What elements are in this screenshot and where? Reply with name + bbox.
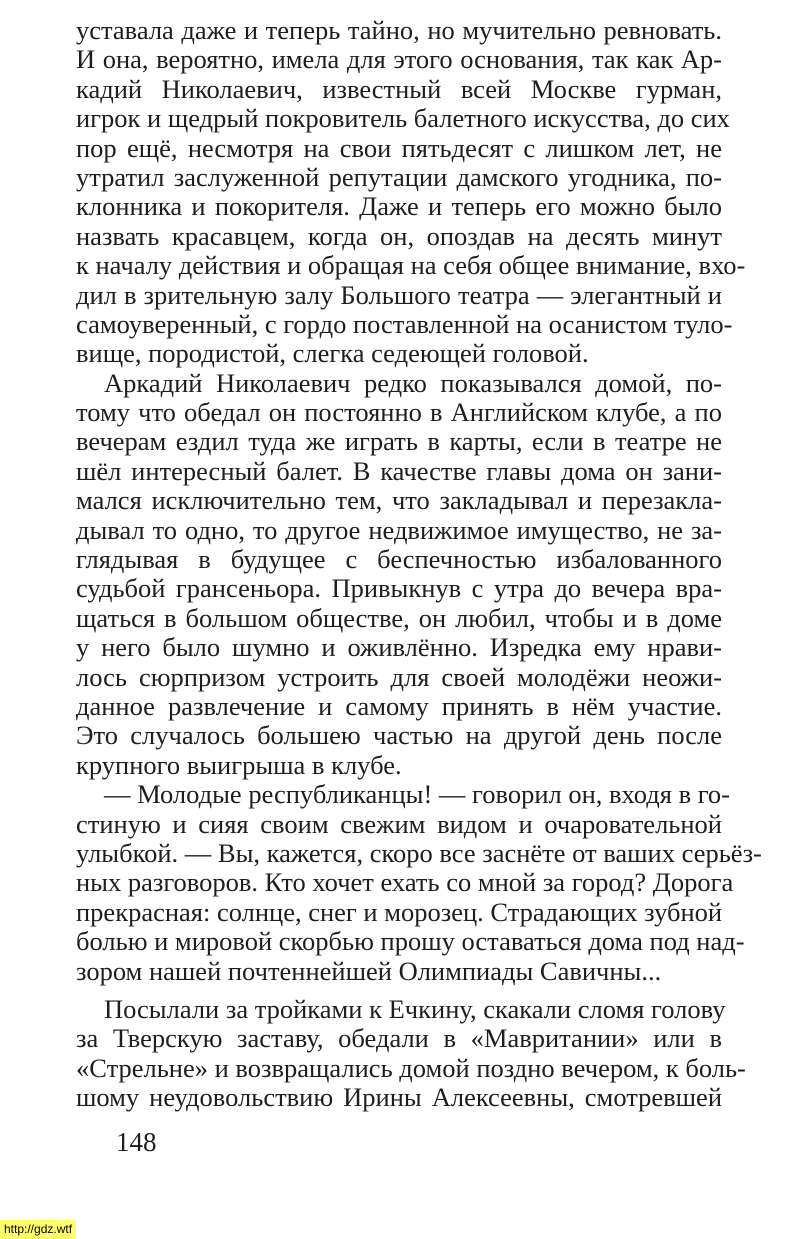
text-line: уставала даже и теперь тайно, но мучительно ревновать. [76, 15, 722, 45]
text-line: вечерам ездил туда же играть в карты, если в театре не [76, 426, 722, 457]
text-line: болью и мировой скорбью прошу оставаться дома под над- [76, 926, 745, 957]
text-line: И она, вероятно, имела для этого основания, так как Ар- [76, 44, 722, 75]
site-watermark[interactable]: http://gdz.wtf [0, 1220, 76, 1239]
text-line: судьбой грансеньора. Привыкнув с утра до вечера вра- [76, 573, 722, 604]
text-line: дил в зрительную залу Большого театра — элегантный и [76, 279, 722, 310]
text-line: клонника и покорителя. Даже и теперь его можно было [76, 191, 722, 222]
text-line: шёл интересный балет. В качестве главы дома он зани- [76, 455, 722, 486]
text-line: глядывая в будущее с беспечностью избалованного [76, 544, 722, 575]
text-line: лось сюрпризом устроить для своей молодёжи неожи- [76, 661, 722, 692]
text-line: утратил заслуженной репутации дамского угодника, по- [76, 161, 722, 192]
text-line: шому неудовольствию Ирины Алексеевны, смотревшей [76, 1082, 722, 1113]
text-line: данное развлечение и самому принять в нём участие. [76, 690, 722, 721]
text-line: стиную и сияя своим свежим видом и очаровательной [76, 808, 722, 839]
paragraph-start-line: Посылали за тройками к Ечкину, скакали сломя голову [104, 993, 726, 1024]
body-text [76, 15, 762, 1113]
text-line: игрок и щедрый покровитель балетного искусства, до сих [76, 103, 730, 134]
paragraph-start-line: — Молодые республиканцы! — говорил он, входя в го- [104, 779, 730, 810]
paragraph-start-line: Аркадий Николаевич редко показывался домой, по- [104, 367, 722, 398]
text-line: мался исключительно тем, что закладывал и перезакла- [76, 485, 722, 516]
text-line: назвать красавцем, когда он, опоздав на десять минут [76, 220, 722, 251]
text-line: вище, породистой, слегка седеющей головой. [76, 338, 589, 369]
text-line: к началу действия и обращая на себя общее внимание, вхо- [76, 250, 746, 281]
text-line: прекрасная: солнце, снег и морозец. Страдающих зубной [76, 896, 723, 927]
page-number: 148 [116, 1127, 157, 1157]
text-line: улыбкой. — Вы, кажется, скоро все заснёте от ваших серьёз- [76, 837, 762, 868]
text-line: дывал то одно, то другое недвижимое имущество, не за- [76, 514, 722, 545]
text-line: зором нашей почтеннейшей Олимпиады Савичны... [76, 955, 662, 986]
text-line: за Тверскую заставу, обедали в «Мавритании» или в [76, 1023, 722, 1054]
text-line: самоуверенный, с гордо поставленной на осанистом туло- [76, 308, 733, 339]
text-line: щаться в большом обществе, он любил, чтобы и в доме [76, 602, 722, 633]
text-line: кадий Николаевич, известный всей Москве гурман, [76, 73, 722, 104]
text-line: у него было шумно и оживлённо. Изредка ему нрави- [76, 632, 722, 663]
text-line: ных разговоров. Кто хочет ехать со мной за город? Дорога [76, 867, 734, 898]
text-line: Это случалось большею частью на другой день после [76, 720, 722, 751]
text-line: пор ещё, несмотря на свои пятьдесят с лишком лет, не [76, 132, 722, 163]
text-line: тому что обедал он постоянно в Английском клубе, а по [76, 397, 722, 428]
text-line: крупного выигрыша в клубе. [76, 749, 402, 780]
text-line: «Стрельне» и возвращались домой поздно вечером, к боль- [76, 1052, 746, 1083]
